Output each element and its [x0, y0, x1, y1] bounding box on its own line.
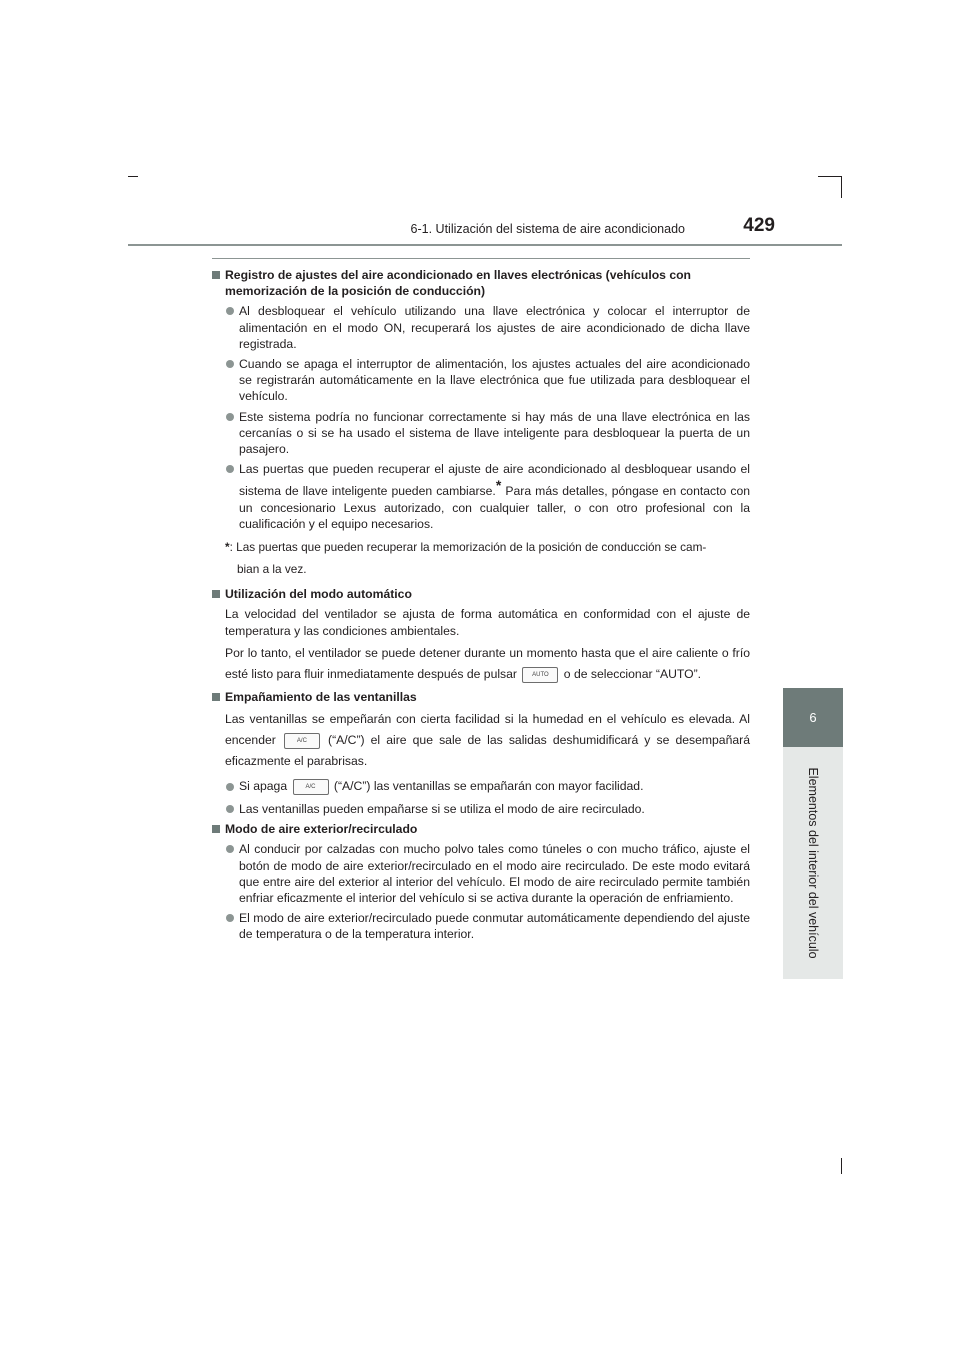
crop-mark [818, 176, 842, 177]
list-item: Al conducir por calzadas con mucho polvo tales como túneles o con mucho tráfico, ajuste el botón de modo de aire exterior/recirculado en el modo aire recirculado. De este modo evitará que entre aire del exterior al interior del vehículo. El modo de aire recirculado permite también enfriar eficazmente el interior del vehículo si se activa durante la operación de enfriamiento. [212, 841, 750, 906]
page-number: 429 [743, 215, 775, 236]
square-bullet-icon [212, 825, 220, 833]
chapter-number: 6 [809, 710, 817, 725]
section-heading: Modo de aire exterior/recirculado [212, 821, 750, 837]
crop-mark [128, 176, 138, 177]
crop-mark [841, 1158, 842, 1174]
list-item: Las ventanillas pueden empañarse si se utiliza el modo de aire recirculado. [212, 801, 750, 817]
bullet-dot-icon [226, 465, 234, 473]
running-header: 6-1. Utilización del sistema de aire acondicionado [410, 222, 685, 236]
square-bullet-icon [212, 693, 220, 701]
list-item: Cuando se apaga el interruptor de alimentación, los ajustes actuales del aire acondicionado se registrarán automáticamente en la llave electrónica que fue utilizada para desbloquear el vehículo. [212, 356, 750, 405]
list-item: Si apaga A/C (“A/C”) las ventanillas se empañarán con mayor facilidad. [212, 776, 750, 797]
bullet-dot-icon [226, 845, 234, 853]
list-item: El modo de aire exterior/recirculado puede conmutar automáticamente dependiendo del ajuste de temperatura o de la temperatura interior. [212, 910, 750, 942]
auto-button-icon: AUTO [522, 667, 558, 683]
bullet-dot-icon [226, 783, 234, 791]
footnote: *: Las puertas que pueden recuperar la memorización de la posición de conducción se cam- bian a la vez. [225, 540, 707, 577]
bullet-dot-icon [226, 914, 234, 922]
chapter-tab [783, 688, 843, 747]
bullet-dot-icon [226, 307, 234, 315]
chapter-title-vertical: Elementos del interior del vehículo [806, 767, 820, 959]
ac-button-icon: A/C [284, 733, 320, 749]
section-empanamiento [212, 689, 750, 817]
section-heading: Utilización del modo automático [212, 586, 750, 602]
list-item: Las puertas que pueden recuperar el ajuste de aire acondicionado al desbloquear usando el sistema de llave inteligente pueden cambiarse.* Para más detalles, póngase en contacto con un concesionario Lexus autorizado, con cualquier taller, o con otro profesional con la cualificación y el equipo necesarios. [212, 461, 750, 532]
list-item: Este sistema podría no funcionar correctamente si hay más de una llave electrónica en las cercanías o si se ha usado el sistema de llave inteligente para desbloquear la puerta de un pasajero. [212, 409, 750, 458]
crop-mark [841, 176, 842, 198]
paragraph: Las ventanillas se empeñarán con cierta facilidad si la humedad en el vehículo es elevada. Al encender A/C (“A/C”) el aire que sale de las salidas deshumidificará y se desempañará eficazmente el parabrisas. [225, 711, 750, 768]
list-item: Al desbloquear el vehículo utilizando una llave electrónica y colocar el interruptor de alimentación en el modo ON, recuperará los ajustes de aire acondicionado de dicha llave registrada. [212, 303, 750, 352]
bullet-dot-icon [226, 805, 234, 813]
main-content [212, 267, 750, 947]
section-automatico [212, 586, 750, 685]
section-heading: Registro de ajustes del aire acondicionado en llaves electrónicas (vehículos con memorización de la posición de conducción) [212, 267, 750, 299]
section-registro [212, 267, 750, 580]
ac-button-icon: A/C [293, 779, 329, 795]
footnote-marker: * [495, 477, 502, 494]
square-bullet-icon [212, 271, 220, 279]
paragraph: La velocidad del ventilador se ajusta de forma automática en conformidad con el ajuste de temperatura y las condiciones ambientales. [225, 607, 750, 638]
paragraph: Por lo tanto, el ventilador se puede detener durante un momento hasta que el aire caliente o frío esté listo para fluir inmediatamente después de pulsar AUTO o de seleccionar “AUTO”. [225, 645, 750, 681]
section-exterior [212, 821, 750, 942]
section-heading: Empañamiento de las ventanillas [212, 689, 750, 705]
square-bullet-icon [212, 590, 220, 598]
bullet-dot-icon [226, 413, 234, 421]
header-rule [128, 244, 842, 246]
section-rule [212, 258, 750, 259]
bullet-dot-icon [226, 360, 234, 368]
